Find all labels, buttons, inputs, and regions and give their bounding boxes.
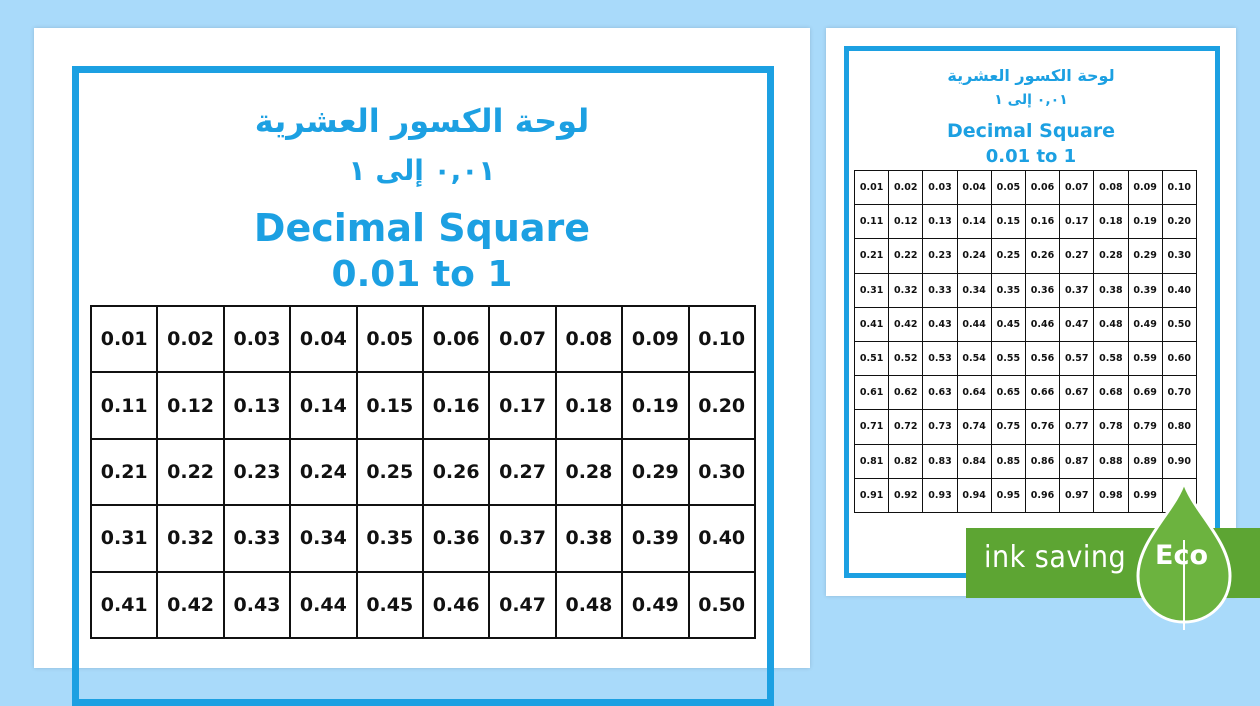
grid-cell: 0.46 — [424, 573, 490, 639]
grid-cell: 0.32 — [889, 274, 923, 308]
large-decimal-grid — [90, 305, 756, 639]
grid-cell: 0.25 — [992, 239, 1026, 273]
grid-cell: 0.18 — [1094, 205, 1128, 239]
grid-cell: 0.96 — [1026, 479, 1060, 513]
grid-cell: 0.01 — [92, 307, 158, 373]
large-worksheet — [34, 28, 810, 668]
eco-label: Eco — [1155, 540, 1208, 571]
grid-cell: 0.51 — [855, 342, 889, 376]
grid-cell: 0.39 — [623, 506, 689, 572]
grid-cell: 0.63 — [923, 376, 957, 410]
grid-cell: 0.30 — [1163, 239, 1197, 273]
grid-cell: 0.41 — [855, 308, 889, 342]
grid-cell: 0.14 — [958, 205, 992, 239]
grid-cell: 0.69 — [1129, 376, 1163, 410]
grid-cell: 0.04 — [291, 307, 357, 373]
grid-cell: 0.07 — [490, 307, 556, 373]
grid-cell: 0.60 — [1163, 342, 1197, 376]
grid-cell: 0.59 — [1129, 342, 1163, 376]
grid-cell: 0.31 — [855, 274, 889, 308]
grid-cell: 0.29 — [1129, 239, 1163, 273]
grid-cell: 0.22 — [889, 239, 923, 273]
grid-cell: 0.68 — [1094, 376, 1128, 410]
grid-cell: 0.38 — [1094, 274, 1128, 308]
grid-cell: 0.11 — [855, 205, 889, 239]
grid-cell: 0.93 — [923, 479, 957, 513]
grid-cell: 0.12 — [158, 373, 224, 439]
grid-cell: 0.50 — [690, 573, 756, 639]
grid-cell: 0.06 — [1026, 171, 1060, 205]
grid-cell: 0.18 — [557, 373, 623, 439]
grid-cell: 0.01 — [855, 171, 889, 205]
grid-cell: 0.17 — [1060, 205, 1094, 239]
grid-cell: 0.09 — [1129, 171, 1163, 205]
grid-cell: 0.45 — [992, 308, 1026, 342]
grid-cell: 0.65 — [992, 376, 1026, 410]
grid-cell: 0.75 — [992, 410, 1026, 444]
large-english-title: Decimal Square — [253, 206, 591, 250]
grid-cell: 0.09 — [623, 307, 689, 373]
grid-cell: 0.22 — [158, 440, 224, 506]
grid-cell: 0.50 — [1163, 308, 1197, 342]
grid-cell: 0.12 — [889, 205, 923, 239]
grid-cell: 0.02 — [889, 171, 923, 205]
grid-cell: 0.35 — [358, 506, 424, 572]
grid-cell: 0.88 — [1094, 445, 1128, 479]
grid-cell: 0.10 — [1163, 171, 1197, 205]
grid-cell: 0.44 — [958, 308, 992, 342]
small-arabic-subtitle: ٠,٠١ إلى ١ — [994, 92, 1068, 108]
grid-cell: 0.26 — [1026, 239, 1060, 273]
grid-cell: 0.81 — [855, 445, 889, 479]
grid-cell: 0.47 — [1060, 308, 1094, 342]
grid-cell: 0.80 — [1163, 410, 1197, 444]
grid-cell: 0.24 — [958, 239, 992, 273]
grid-cell: 0.91 — [855, 479, 889, 513]
grid-cell: 0.82 — [889, 445, 923, 479]
grid-cell: 0.74 — [958, 410, 992, 444]
grid-cell: 0.17 — [490, 373, 556, 439]
large-arabic-subtitle: ٠,٠١ إلى ١ — [348, 154, 496, 187]
grid-cell: 0.16 — [424, 373, 490, 439]
grid-cell: 0.33 — [225, 506, 291, 572]
grid-cell: 0.08 — [557, 307, 623, 373]
grid-cell: 0.40 — [690, 506, 756, 572]
grid-cell: 0.38 — [557, 506, 623, 572]
grid-cell: 0.04 — [958, 171, 992, 205]
grid-cell: 0.33 — [923, 274, 957, 308]
grid-cell: 0.86 — [1026, 445, 1060, 479]
grid-cell: 0.21 — [855, 239, 889, 273]
grid-cell: 0.39 — [1129, 274, 1163, 308]
grid-cell: 0.53 — [923, 342, 957, 376]
grid-cell: 0.44 — [291, 573, 357, 639]
grid-cell: 0.37 — [490, 506, 556, 572]
grid-cell: 0.78 — [1094, 410, 1128, 444]
grid-cell: 0.87 — [1060, 445, 1094, 479]
small-english-subtitle: 0.01 to 1 — [985, 146, 1077, 167]
grid-cell: 0.27 — [1060, 239, 1094, 273]
grid-cell: 0.13 — [225, 373, 291, 439]
grid-cell: 0.06 — [424, 307, 490, 373]
grid-cell: 0.64 — [958, 376, 992, 410]
grid-cell: 0.35 — [992, 274, 1026, 308]
small-arabic-title: لوحة الكسور العشرية — [947, 66, 1115, 85]
grid-cell: 0.77 — [1060, 410, 1094, 444]
grid-cell: 0.58 — [1094, 342, 1128, 376]
grid-cell: 0.15 — [992, 205, 1026, 239]
grid-cell: 0.61 — [855, 376, 889, 410]
grid-cell: 0.29 — [623, 440, 689, 506]
grid-cell: 0.32 — [158, 506, 224, 572]
grid-cell: 0.92 — [889, 479, 923, 513]
grid-cell: 0.31 — [92, 506, 158, 572]
grid-cell: 0.73 — [923, 410, 957, 444]
grid-cell: 0.02 — [158, 307, 224, 373]
grid-cell: 0.48 — [1094, 308, 1128, 342]
grid-cell: 0.76 — [1026, 410, 1060, 444]
grid-cell: 0.19 — [1129, 205, 1163, 239]
grid-cell: 0.28 — [1094, 239, 1128, 273]
grid-cell: 0.30 — [690, 440, 756, 506]
grid-cell: 0.43 — [225, 573, 291, 639]
grid-cell: 0.49 — [1129, 308, 1163, 342]
grid-cell: 0.40 — [1163, 274, 1197, 308]
grid-cell: 0.52 — [889, 342, 923, 376]
grid-cell: 0.14 — [291, 373, 357, 439]
large-arabic-title: لوحة الكسور العشرية — [254, 102, 590, 140]
grid-cell: 0.71 — [855, 410, 889, 444]
grid-cell: 0.23 — [225, 440, 291, 506]
grid-cell: 0.15 — [358, 373, 424, 439]
grid-cell: 0.11 — [92, 373, 158, 439]
grid-cell: 0.05 — [358, 307, 424, 373]
grid-cell: 0.47 — [490, 573, 556, 639]
grid-cell: 0.83 — [923, 445, 957, 479]
grid-cell: 0.23 — [923, 239, 957, 273]
grid-cell: 0.54 — [958, 342, 992, 376]
grid-cell: 0.95 — [992, 479, 1026, 513]
grid-cell: 0.45 — [358, 573, 424, 639]
grid-cell: 0.07 — [1060, 171, 1094, 205]
grid-cell: 0.57 — [1060, 342, 1094, 376]
grid-cell: 0.43 — [923, 308, 957, 342]
grid-cell: 0.24 — [291, 440, 357, 506]
grid-cell: 0.98 — [1094, 479, 1128, 513]
grid-cell: 0.03 — [225, 307, 291, 373]
grid-cell: 0.16 — [1026, 205, 1060, 239]
grid-cell: 0.05 — [992, 171, 1026, 205]
grid-cell: 0.27 — [490, 440, 556, 506]
large-english-subtitle: 0.01 to 1 — [331, 254, 513, 295]
grid-cell: 0.79 — [1129, 410, 1163, 444]
grid-cell: 0.56 — [1026, 342, 1060, 376]
grid-cell: 0.49 — [623, 573, 689, 639]
grid-cell: 0.13 — [923, 205, 957, 239]
grid-cell: 0.85 — [992, 445, 1026, 479]
grid-cell: 0.26 — [424, 440, 490, 506]
grid-cell: 0.42 — [158, 573, 224, 639]
grid-cell: 0.28 — [557, 440, 623, 506]
grid-cell: 0.34 — [291, 506, 357, 572]
grid-cell: 0.89 — [1129, 445, 1163, 479]
grid-cell: 0.42 — [889, 308, 923, 342]
grid-cell: 0.55 — [992, 342, 1026, 376]
grid-cell: 0.36 — [1026, 274, 1060, 308]
grid-cell: 0.41 — [92, 573, 158, 639]
grid-cell: 0.70 — [1163, 376, 1197, 410]
grid-cell: 0.25 — [358, 440, 424, 506]
grid-cell: 0.90 — [1163, 445, 1197, 479]
grid-cell: 0.97 — [1060, 479, 1094, 513]
grid-cell: 0.03 — [923, 171, 957, 205]
grid-cell: 0.66 — [1026, 376, 1060, 410]
grid-cell: 0.62 — [889, 376, 923, 410]
grid-cell: 0.46 — [1026, 308, 1060, 342]
grid-cell: 0.99 — [1129, 479, 1163, 513]
grid-cell: 0.72 — [889, 410, 923, 444]
grid-cell: 0.37 — [1060, 274, 1094, 308]
grid-cell: 0.20 — [1163, 205, 1197, 239]
ink-saving-text: ink saving — [984, 540, 1127, 575]
grid-cell: 0.08 — [1094, 171, 1128, 205]
grid-cell: 0.36 — [424, 506, 490, 572]
grid-cell: 0.34 — [958, 274, 992, 308]
grid-cell: 0.84 — [958, 445, 992, 479]
small-english-title: Decimal Square — [946, 120, 1116, 142]
small-decimal-grid — [854, 170, 1197, 513]
grid-cell: 0.20 — [690, 373, 756, 439]
grid-cell: 0.94 — [958, 479, 992, 513]
grid-cell: 0.10 — [690, 307, 756, 373]
grid-cell: 0.19 — [623, 373, 689, 439]
grid-cell: 0.67 — [1060, 376, 1094, 410]
grid-cell: 0.48 — [557, 573, 623, 639]
grid-cell: 0.21 — [92, 440, 158, 506]
